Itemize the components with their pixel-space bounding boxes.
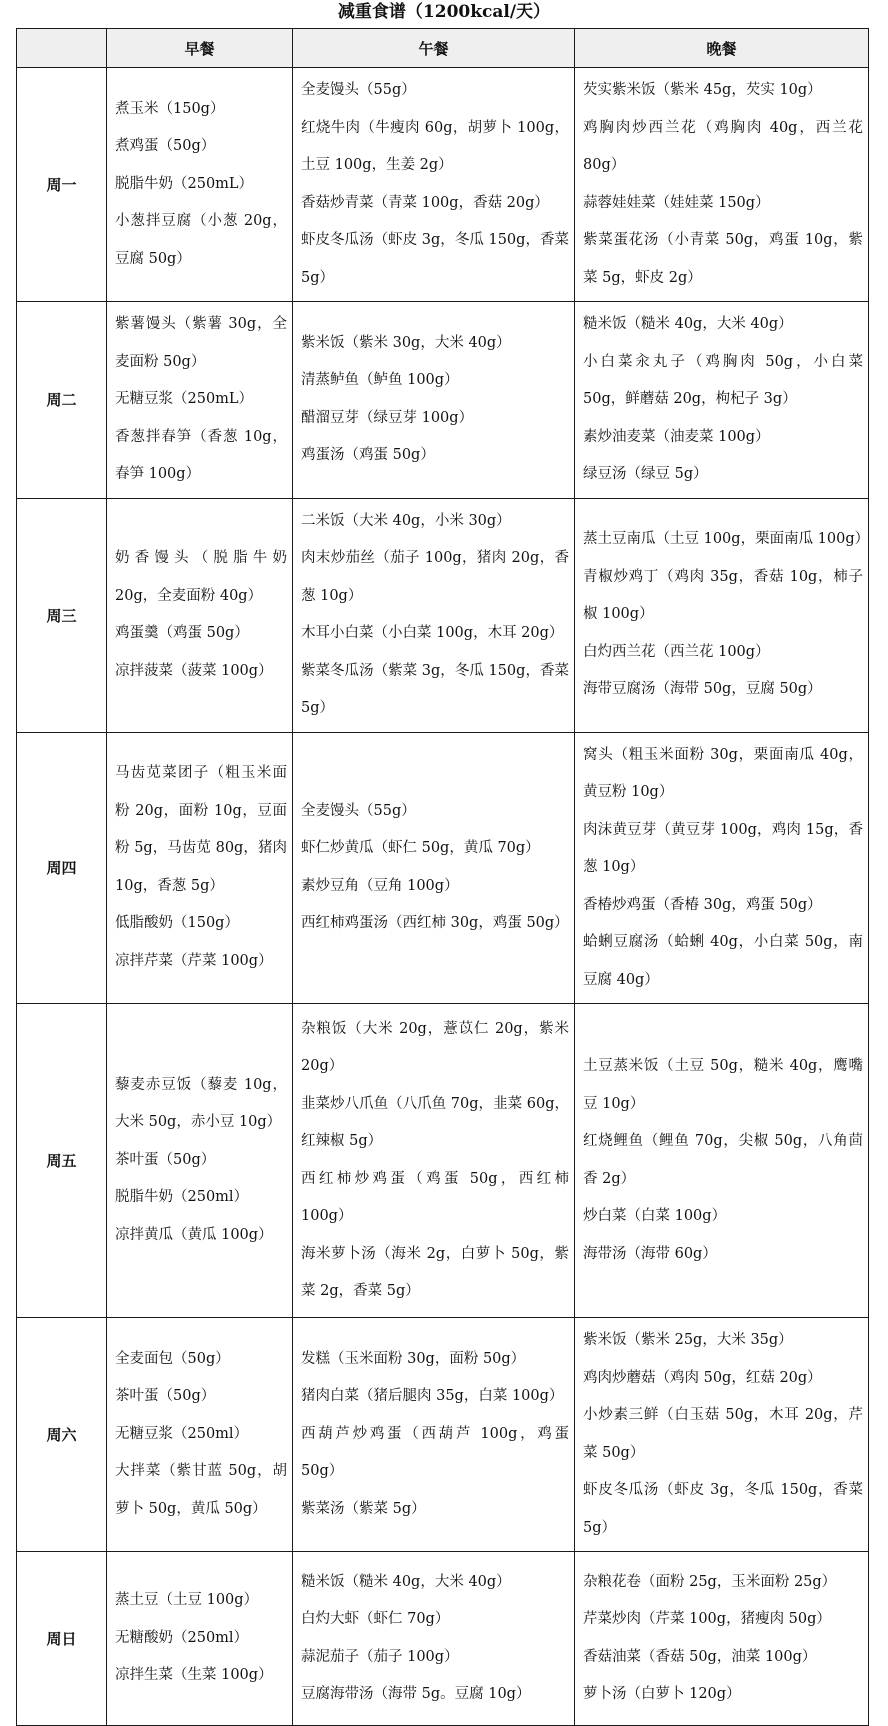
dish-item: 肉沫黄豆芽（黄豆芽 100g，鸡肉 15g，香葱 10g）	[583, 821, 863, 875]
table-row	[17, 68, 869, 302]
dish-item: 无糖豆浆（250mL）	[115, 391, 254, 407]
dish-item: 红烧鲤鱼（鲤鱼 70g，尖椒 50g，八角茴香 2g）	[583, 1133, 863, 1187]
header-breakfast: 早餐	[107, 29, 293, 68]
dish-item: 紫菜汤（紫菜 5g）	[301, 1500, 426, 1517]
header-lunch: 午餐	[293, 29, 575, 68]
breakfast-cell	[107, 1318, 293, 1552]
dish-item: 炒白菜（白菜 100g）	[583, 1208, 727, 1224]
day-label: 周日	[17, 1552, 107, 1726]
lunch-cell	[293, 1318, 575, 1552]
dinner-cell	[575, 1318, 869, 1552]
dish-item: 虾仁炒黄瓜（虾仁 50g，黄瓜 70g）	[301, 840, 540, 857]
dish-item: 木耳小白菜（小白菜 100g，木耳 20g）	[301, 625, 564, 641]
dish-item: 二米饭（大米 40g，小米 30g）	[301, 512, 511, 529]
dish-item: 凉拌黄瓜（黄瓜 100g）	[115, 1226, 273, 1243]
dish-item: 肉末炒茄丝（茄子 100g，猪肉 20g，香葱 10g）	[301, 550, 569, 604]
day-label: 周一	[17, 68, 107, 302]
dish-item: 素炒油麦菜（油麦菜 100g）	[583, 428, 770, 445]
dish-item: 清蒸鲈鱼（鲈鱼 100g）	[301, 372, 459, 389]
dish-item: 杂粮饭（大米 20g，薏苡仁 20g，紫米 20g）	[301, 1020, 569, 1074]
dish-item: 芹菜炒肉（芹菜 100g，猪瘦肉 50g）	[583, 1611, 831, 1627]
table-header-row	[17, 29, 869, 68]
day-label: 周三	[17, 498, 107, 732]
breakfast-cell	[107, 1552, 293, 1726]
dish-item: 鸡肉炒蘑菇（鸡肉 50g，红菇 20g）	[583, 1369, 822, 1386]
dish-item: 白灼西兰花（西兰花 100g）	[583, 643, 770, 660]
dinner-cell	[575, 68, 869, 302]
dish-item: 杂粮花卷（面粉 25g，玉米面粉 25g）	[583, 1573, 837, 1590]
lunch-cell	[293, 498, 575, 732]
dish-item: 豆腐海带汤（海带 5g。豆腐 10g）	[301, 1686, 531, 1702]
dish-item: 茶叶蛋（50g）	[115, 1388, 216, 1405]
dish-item: 猪肉白菜（猪后腿肉 35g，白菜 100g）	[301, 1388, 564, 1405]
dish-item: 藜麦赤豆饭（藜麦 10g，大米 50g，赤小豆 10g）	[115, 1076, 287, 1131]
dish-item: 紫米饭（紫米 25g，大米 35g）	[583, 1332, 793, 1348]
dish-item: 煮玉米（150g）	[115, 100, 225, 117]
header-dinner: 晚餐	[575, 29, 869, 68]
dish-item: 香菇炒青菜（青菜 100g，香菇 20g）	[301, 194, 549, 211]
dish-item: 紫菜冬瓜汤（紫菜 3g，冬瓜 150g，香菜 5g）	[301, 662, 569, 716]
dish-item: 奶香馒头（脱脂牛奶 20g，全麦面粉 40g）	[115, 550, 287, 604]
lunch-cell	[293, 68, 575, 302]
breakfast-cell	[107, 302, 293, 499]
table-row	[17, 1004, 869, 1318]
dinner-cell	[575, 1552, 869, 1726]
dish-item: 小炒素三鲜（白玉菇 50g，木耳 20g，芹菜 50g）	[583, 1407, 863, 1461]
breakfast-cell	[107, 732, 293, 1004]
dish-item: 西红柿炒鸡蛋（鸡蛋 50g，西红柿 100g）	[301, 1170, 569, 1224]
header-day-column	[17, 29, 107, 68]
dish-item: 红烧牛肉（牛瘦肉 60g，胡萝卜 100g，土豆 100g，生姜 2g）	[301, 119, 569, 173]
dish-item: 蒸土豆（土豆 100g）	[115, 1592, 259, 1609]
day-label: 周五	[17, 1004, 107, 1318]
dish-item: 糙米饭（糙米 40g，大米 40g）	[583, 316, 793, 332]
dish-item: 全麦馒头（55g）	[301, 802, 416, 819]
day-label: 周二	[17, 302, 107, 499]
dish-item: 醋溜豆芽（绿豆芽 100g）	[301, 409, 474, 426]
dish-item: 紫菜蛋花汤（小青菜 50g，鸡蛋 10g，紫菜 5g，虾皮 2g）	[583, 232, 863, 286]
dish-item: 香椿炒鸡蛋（香椿 30g，鸡蛋 50g）	[583, 896, 822, 913]
dish-item: 韭菜炒八爪鱼（八爪鱼 70g，韭菜 60g，红辣椒 5g）	[301, 1095, 569, 1149]
dish-item: 无糖酸奶（250ml）	[115, 1629, 249, 1646]
dish-item: 虾皮冬瓜汤（虾皮 3g，冬瓜 150g，香菜 5g）	[301, 232, 569, 286]
dish-item: 糙米饭（糙米 40g，大米 40g）	[301, 1573, 511, 1590]
dish-item: 鸡胸肉炒西兰花（鸡胸肉 40g，西兰花 80g）	[583, 119, 863, 173]
dish-item: 西葫芦炒鸡蛋（西葫芦 100g，鸡蛋 50g）	[301, 1425, 569, 1480]
dish-item: 全麦馒头（55g）	[301, 82, 416, 98]
dinner-cell	[575, 302, 869, 499]
dish-item: 全麦面包（50g）	[115, 1350, 230, 1367]
dish-item: 西红柿鸡蛋汤（西红柿 30g，鸡蛋 50g）	[301, 915, 569, 932]
dish-item: 发糕（玉米面粉 30g，面粉 50g）	[301, 1350, 526, 1367]
table-body	[17, 68, 869, 1726]
breakfast-cell	[107, 1004, 293, 1318]
dish-item: 青椒炒鸡丁（鸡肉 35g，香菇 10g，柿子椒 100g）	[583, 568, 863, 623]
table-row	[17, 1318, 869, 1552]
dish-item: 海米萝卜汤（海米 2g，白萝卜 50g，紫菜 2g，香菜 5g）	[301, 1245, 569, 1299]
dish-item: 凉拌菠菜（菠菜 100g）	[115, 662, 273, 679]
dish-item: 马齿苋菜团子（粗玉米面粉 20g，面粉 10g，豆面粉 5g，马齿苋 80g，猪肉 10g，香葱 5g）	[115, 765, 287, 894]
dish-item: 茶叶蛋（50g）	[115, 1151, 216, 1168]
dish-item: 蒜蓉娃娃菜（娃娃菜 150g）	[583, 194, 770, 211]
day-label: 周四	[17, 732, 107, 1004]
lunch-cell	[293, 1004, 575, 1318]
dish-item: 蒜泥茄子（茄子 100g）	[301, 1648, 459, 1665]
dish-item: 煮鸡蛋（50g）	[115, 138, 216, 155]
dish-item: 鸡蛋汤（鸡蛋 50g）	[301, 447, 435, 464]
dish-item: 素炒豆角（豆角 100g）	[301, 877, 459, 894]
dinner-cell	[575, 1004, 869, 1318]
dish-item: 土豆蒸米饭（土豆 50g，糙米 40g，鹰嘴豆 10g）	[583, 1058, 863, 1112]
dish-item: 蛤蜊豆腐汤（蛤蜊 40g，小白菜 50g，南豆腐 40g）	[583, 934, 863, 988]
page-title: 减重食谱（1200kcal/天）	[337, 2, 551, 22]
dish-item: 紫米饭（紫米 30g，大米 40g）	[301, 334, 511, 351]
table-row	[17, 302, 869, 499]
lunch-cell	[293, 732, 575, 1004]
table-row	[17, 732, 869, 1004]
lunch-cell	[293, 1552, 575, 1726]
dish-item: 蒸土豆南瓜（土豆 100g，栗面南瓜 100g）	[583, 531, 870, 548]
dish-item: 低脂酸奶（150g）	[115, 915, 239, 932]
dish-item: 萝卜汤（白萝卜 120g）	[583, 1686, 741, 1702]
breakfast-cell	[107, 68, 293, 302]
dish-item: 香菇油菜（香菇 50g，油菜 100g）	[583, 1648, 817, 1665]
dish-item: 海带汤（海带 60g）	[583, 1245, 717, 1262]
dish-item: 绿豆汤（绿豆 5g）	[583, 466, 708, 482]
dinner-cell	[575, 498, 869, 732]
dinner-cell	[575, 732, 869, 1004]
dish-item: 脱脂牛奶（250mL）	[115, 175, 254, 192]
dish-item: 虾皮冬瓜汤（虾皮 3g，冬瓜 150g，香菜 5g）	[583, 1482, 863, 1536]
lunch-cell	[293, 302, 575, 499]
dish-item: 白灼大虾（虾仁 70g）	[301, 1611, 450, 1627]
dish-item: 脱脂牛奶（250ml）	[115, 1189, 249, 1206]
dish-item: 大拌菜（紫甘蓝 50g，胡萝卜 50g，黄瓜 50g）	[115, 1463, 287, 1517]
dish-item: 芡实紫米饭（紫米 45g，芡实 10g）	[583, 82, 822, 98]
dish-item: 小葱拌豆腐（小葱 20g，豆腐 50g）	[115, 213, 287, 267]
dish-item: 凉拌生菜（生菜 100g）	[115, 1667, 273, 1684]
breakfast-cell	[107, 498, 293, 732]
dish-item: 凉拌芹菜（芹菜 100g）	[115, 952, 273, 969]
dish-item: 紫薯馒头（紫薯 30g，全麦面粉 50g）	[115, 316, 287, 370]
dish-item: 无糖豆浆（250ml）	[115, 1425, 249, 1442]
dish-item: 鸡蛋羹（鸡蛋 50g）	[115, 625, 249, 641]
dish-item: 香葱拌春笋（香葱 10g，春笋 100g）	[115, 428, 287, 482]
table-row	[17, 1552, 869, 1726]
dish-item: 海带豆腐汤（海带 50g，豆腐 50g）	[583, 681, 822, 698]
day-label: 周六	[17, 1318, 107, 1552]
meal-plan-table	[16, 28, 869, 1726]
dish-item: 窝头（粗玉米面粉 30g，栗面南瓜 40g，黄豆粉 10g）	[583, 746, 863, 800]
table-row	[17, 498, 869, 732]
dish-item: 小白菜汆丸子（鸡胸肉 50g，小白菜 50g，鲜蘑菇 20g，枸杞子 3g）	[583, 353, 863, 407]
